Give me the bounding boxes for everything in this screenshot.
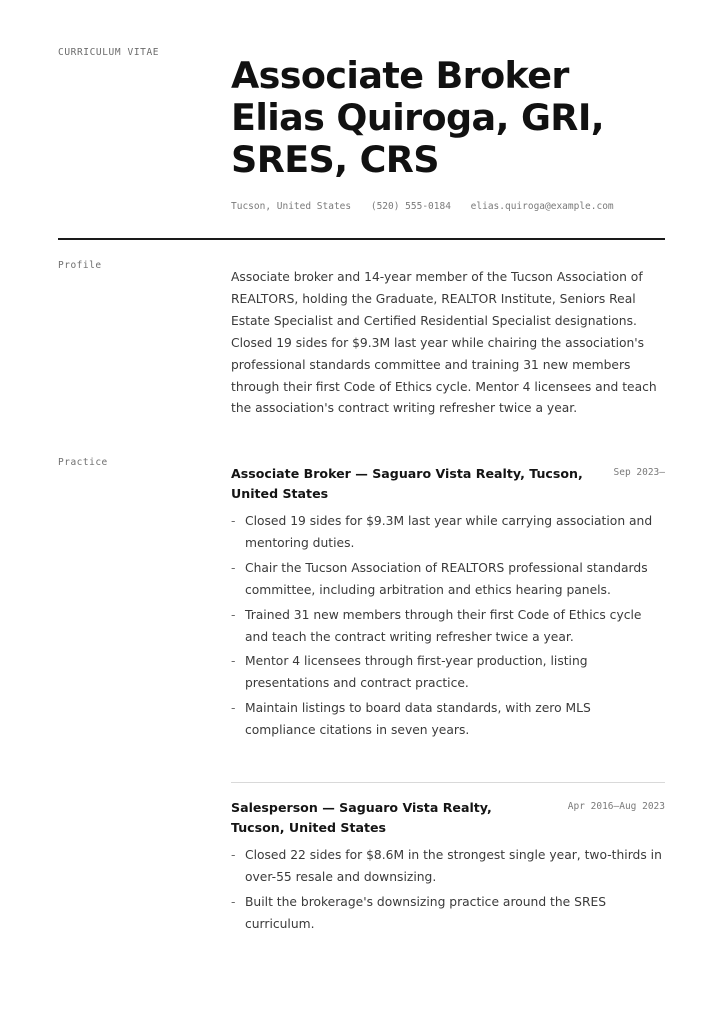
- job-dates: Sep 2023–: [613, 467, 665, 478]
- job-bullets: [231, 511, 665, 742]
- title-line: Associate Broker: [231, 54, 569, 97]
- job-title: Associate Broker — Saguaro Vista Realty, Tucson, United States: [231, 466, 583, 501]
- bullet-item: [231, 892, 665, 936]
- job-header: [231, 798, 665, 840]
- bullet-text: Chair the Tucson Association of REALTORS professional standards committee, including arbitration and ethics hearing panels.: [245, 560, 648, 597]
- contact-line: [231, 201, 614, 212]
- bullet-item: [231, 845, 665, 889]
- bullet-dash: -: [231, 607, 236, 622]
- contact-email: elias.quiroga@example.com: [470, 201, 614, 212]
- job-divider: [231, 782, 665, 783]
- contact-phone: (520) 555-0184: [370, 201, 451, 212]
- bullet-dash: -: [231, 654, 236, 669]
- bullet-dash: -: [231, 560, 236, 575]
- bullet-dash: -: [231, 894, 236, 909]
- bullet-text: Trained 31 new members through their first Code of Ethics cycle and teach the contract writing refresher twice a year.: [245, 607, 642, 644]
- job-dates: Apr 2016–Aug 2023: [567, 801, 665, 812]
- bullet-dash: -: [231, 701, 236, 716]
- job-bullets: [231, 845, 665, 936]
- title-line: SRES, CRS: [231, 138, 439, 181]
- job-title: Salesperson — Saguaro Vista Realty, Tucson, United States: [231, 800, 492, 835]
- section-label-practice: Practice: [58, 457, 108, 468]
- profile-summary: Associate broker and 14-year member of the Tucson Association of REALTORS, holding the Graduate, REALTOR Institute, Seniors Real Estate Specialist and Certified Residential Specialist designations. Closed 19 sides for $9.3M last year while chairing the association's professional standards committee and training 31 new members through their first Code of Ethics cycle. Mentor 4 licensees and teach the association's contract writing refresher twice a year.: [231, 270, 657, 416]
- bullet-text: Maintain listings to board data standards, with zero MLS compliance citations in seven years.: [245, 701, 591, 738]
- page-title: [231, 55, 671, 181]
- bullet-text: Mentor 4 licensees through first-year production, listing presentations and contract practice.: [245, 654, 588, 691]
- bullet-item: [231, 605, 665, 649]
- bullet-item: [231, 698, 665, 742]
- bullet-dash: -: [231, 848, 236, 862]
- bullet-text: Closed 19 sides for $9.3M last year while carrying association and mentoring duties.: [245, 514, 653, 550]
- document-label: CURRICULUM VITAE: [58, 47, 160, 58]
- job-entry: [231, 798, 665, 939]
- bullet-dash: -: [231, 514, 236, 528]
- bullet-text: Closed 22 sides for $8.6M in the strongest single year, two-thirds in over-55 resale and downsizing.: [245, 848, 662, 884]
- section-label-profile: Profile: [58, 260, 102, 271]
- bullet-text: Built the brokerage's downsizing practice around the SRES curriculum.: [245, 894, 607, 931]
- title-line: Elias Quiroga, GRI,: [231, 96, 605, 139]
- contact-location: Tucson, United States: [231, 201, 352, 212]
- header-divider: [58, 238, 665, 240]
- bullet-item: [231, 558, 665, 602]
- bullet-item: [231, 511, 665, 555]
- job-entry: [231, 464, 665, 745]
- bullet-item: [231, 651, 665, 695]
- job-header: [231, 464, 665, 506]
